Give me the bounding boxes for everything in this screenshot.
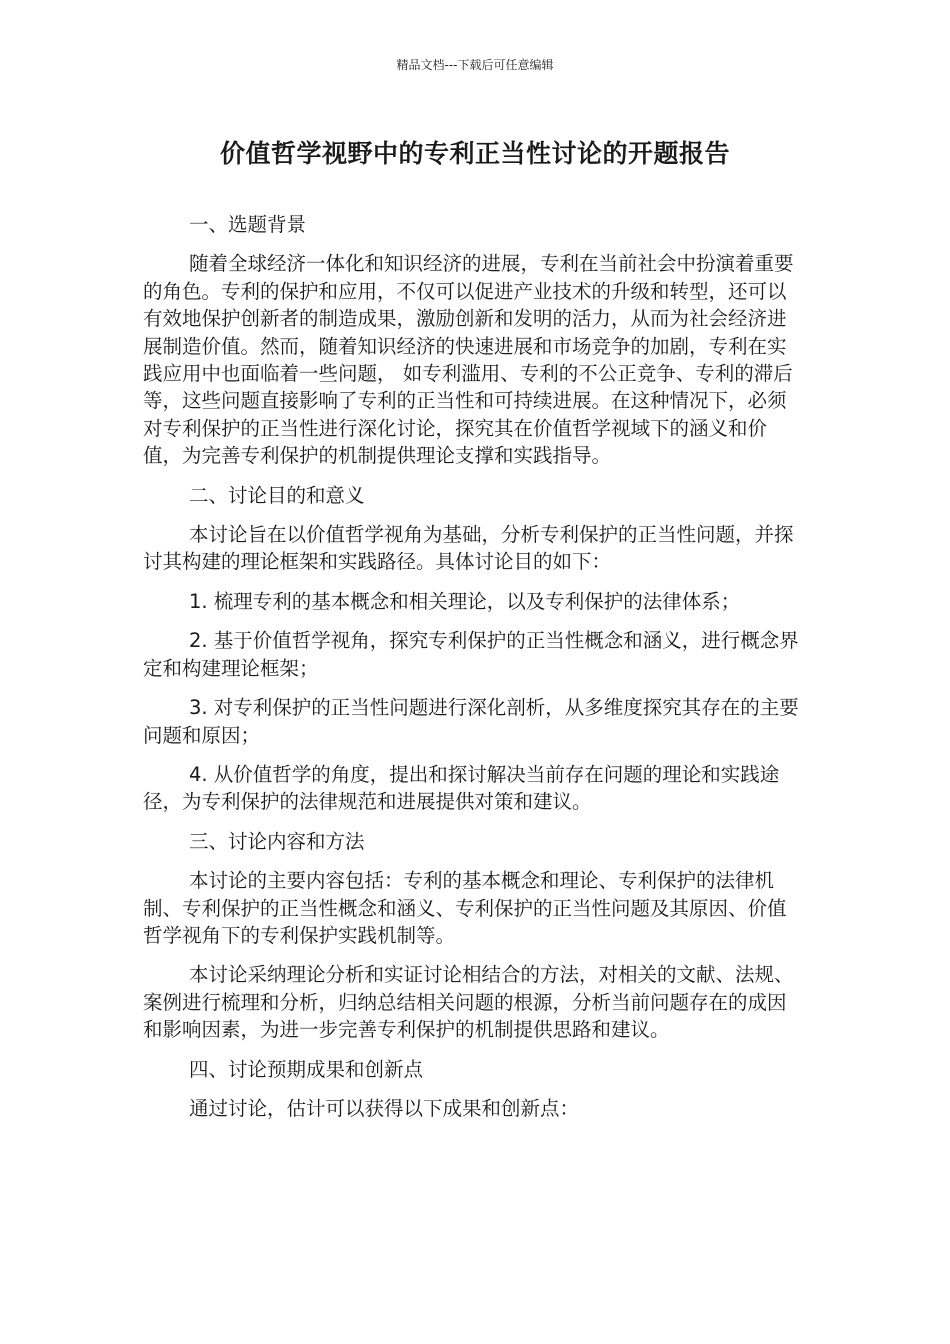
section-heading-background: 一、选题背景 [189,213,307,236]
document-title: 价值哲学视野中的专利正当性讨论的开题报告 [219,139,730,168]
list-item-purpose-2: 2. 基于价值哲学视角，探究专利保护的正当性概念和涵义，进行概念界定和构建理论框架； [143,629,799,680]
paragraph-outcomes-intro: 通过讨论，估计可以获得以下成果和创新点： [189,1096,580,1120]
section-heading-content-method: 三、讨论内容和方法 [189,829,365,853]
paragraph-purpose-intro: 本讨论旨在以价值哲学视角为基础，分析专利保护的正当性问题，并探讨其构建的理论框架和实践路径。具体讨论目的如下： [143,523,794,574]
paragraph-method: 本讨论采纳理论分析和实证讨论相结合的方法，对相关的文献、法规、案例进行梳理和分析，归纳总结相关问题的根源，分析当前问题存在的成因和影响因素，为进一步完善专利保护的机制提供思路和建议。 [143,963,794,1042]
section-heading-outcomes: 四、讨论预期成果和创新点 [189,1057,424,1081]
paragraph-background: 随着全球经济一体化和知识经济的进展，专利在当前社会中扮演着重要的角色。专利的保护和应用，不仅可以促进产业技术的升级和转型，还可以有效地保护创新者的制造成果，激励创新和发明的活力，从而为社会经济进展制造价值。然而，随着知识经济的快速进展和市场竞争的加剧，专利在实践应用中也面临着一些问题， 如专利滥用、专利的不公正竞争、专利的滞后等，这些问题直接影响了专利的正当性和可持续进展。在这种情况下，必须对专利保护的正当性进行深化讨论，探究其在价值哲学视域下的涵义和价值，为完善专利保护的机制提供理论支撑和实践指导。 [143,252,794,468]
list-item-purpose-1: 1. 梳理专利的基本概念和相关理论，以及专利保护的法律体系； [189,589,741,613]
page-header: 精品文档---下载后可任意编辑 [396,58,554,72]
list-item-purpose-4: 4. 从价值哲学的角度，提出和探讨解决当前存在问题的理论和实践途径，为专利保护的法律规范和进展提供对策和建议。 [143,762,780,814]
list-item-purpose-3: 3. 对专利保护的正当性问题进行深化剖析，从多维度探究其存在的主要问题和原因； [143,696,799,747]
section-heading-purpose: 二、讨论目的和意义 [189,483,365,507]
document-body [143,211,803,1134]
paragraph-content: 本讨论的主要内容包括：专利的基本概念和理论、专利保护的法律机制、专利保护的正当性概念和涵义、专利保护的正当性问题及其原因、价值哲学视角下的专利保护实践机制等。 [143,869,787,947]
